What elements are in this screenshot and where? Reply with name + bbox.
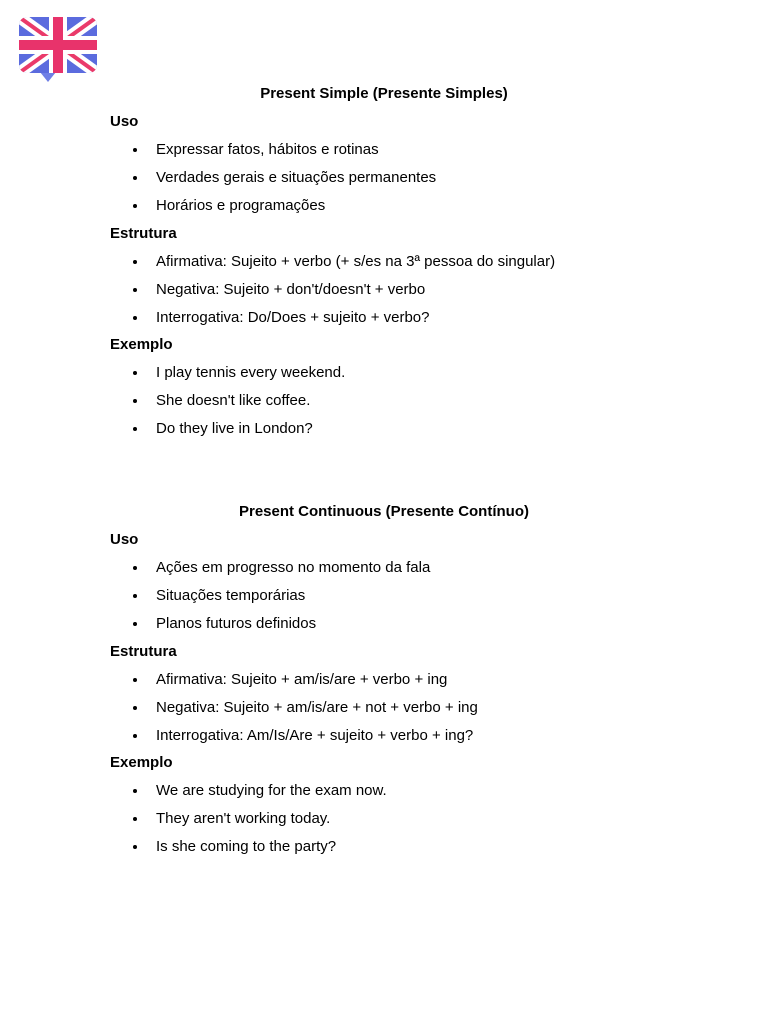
- bullet-icon: [133, 148, 137, 152]
- list-item: Horários e programações: [156, 197, 326, 214]
- list-item: We are studying for the exam now.: [156, 782, 387, 799]
- section-present-continuous: [0, 502, 768, 872]
- list-item: Do they live in London?: [156, 420, 313, 437]
- list-item: Ações em progresso no momento da fala: [156, 559, 431, 576]
- section-present-simple: [0, 84, 768, 454]
- heading-uso: Uso: [110, 531, 139, 548]
- bullet-icon: [133, 427, 137, 431]
- list-item: Is she coming to the party?: [156, 838, 337, 855]
- list-item: They aren't working today.: [156, 810, 331, 827]
- list-item: Planos futuros definidos: [156, 615, 317, 632]
- list-item: Negativa: Sujeito + don't/doesn't + verbo: [156, 281, 426, 298]
- bullet-icon: [133, 288, 137, 292]
- list-item: Verdades gerais e situações permanentes: [156, 169, 437, 186]
- list-item: Expressar fatos, hábitos e rotinas: [156, 141, 379, 158]
- heading-exemplo: Exemplo: [110, 336, 173, 353]
- uk-flag-icon: [18, 16, 98, 82]
- bullet-icon: [133, 204, 137, 208]
- bullet-icon: [133, 678, 137, 682]
- heading-estrutura: Estrutura: [110, 643, 177, 660]
- heading-estrutura: Estrutura: [110, 225, 177, 242]
- bullet-icon: [133, 622, 137, 626]
- list-item: Afirmativa: Sujeito + am/is/are + verbo + ing: [156, 671, 448, 688]
- bullet-icon: [133, 176, 137, 180]
- heading-exemplo: Exemplo: [110, 754, 173, 771]
- bullet-icon: [133, 566, 137, 570]
- bullet-icon: [133, 789, 137, 793]
- section-title: Present Continuous (Presente Contínuo): [238, 503, 529, 520]
- bullet-icon: [133, 260, 137, 264]
- list-item: Afirmativa: Sujeito + verbo (+ s/es na 3ª pessoa do singular): [156, 253, 556, 270]
- list-item: Negativa: Sujeito + am/is/are + not + verbo + ing: [156, 699, 478, 716]
- bullet-icon: [133, 734, 137, 738]
- list-item: She doesn't like coffee.: [156, 392, 311, 409]
- list-item: I play tennis every weekend.: [156, 364, 346, 381]
- section-title: Present Simple (Presente Simples): [260, 85, 508, 102]
- bullet-icon: [133, 845, 137, 849]
- bullet-icon: [133, 371, 137, 375]
- list-item: Interrogativa: Do/Does + sujeito + verbo?: [156, 309, 430, 326]
- list-item: Interrogativa: Am/Is/Are + sujeito + verbo + ing?: [156, 727, 474, 744]
- bullet-icon: [133, 817, 137, 821]
- heading-uso: Uso: [110, 113, 139, 130]
- bullet-icon: [133, 316, 137, 320]
- list-item: Situações temporárias: [156, 587, 306, 604]
- bullet-icon: [133, 706, 137, 710]
- bullet-icon: [133, 399, 137, 403]
- bullet-icon: [133, 594, 137, 598]
